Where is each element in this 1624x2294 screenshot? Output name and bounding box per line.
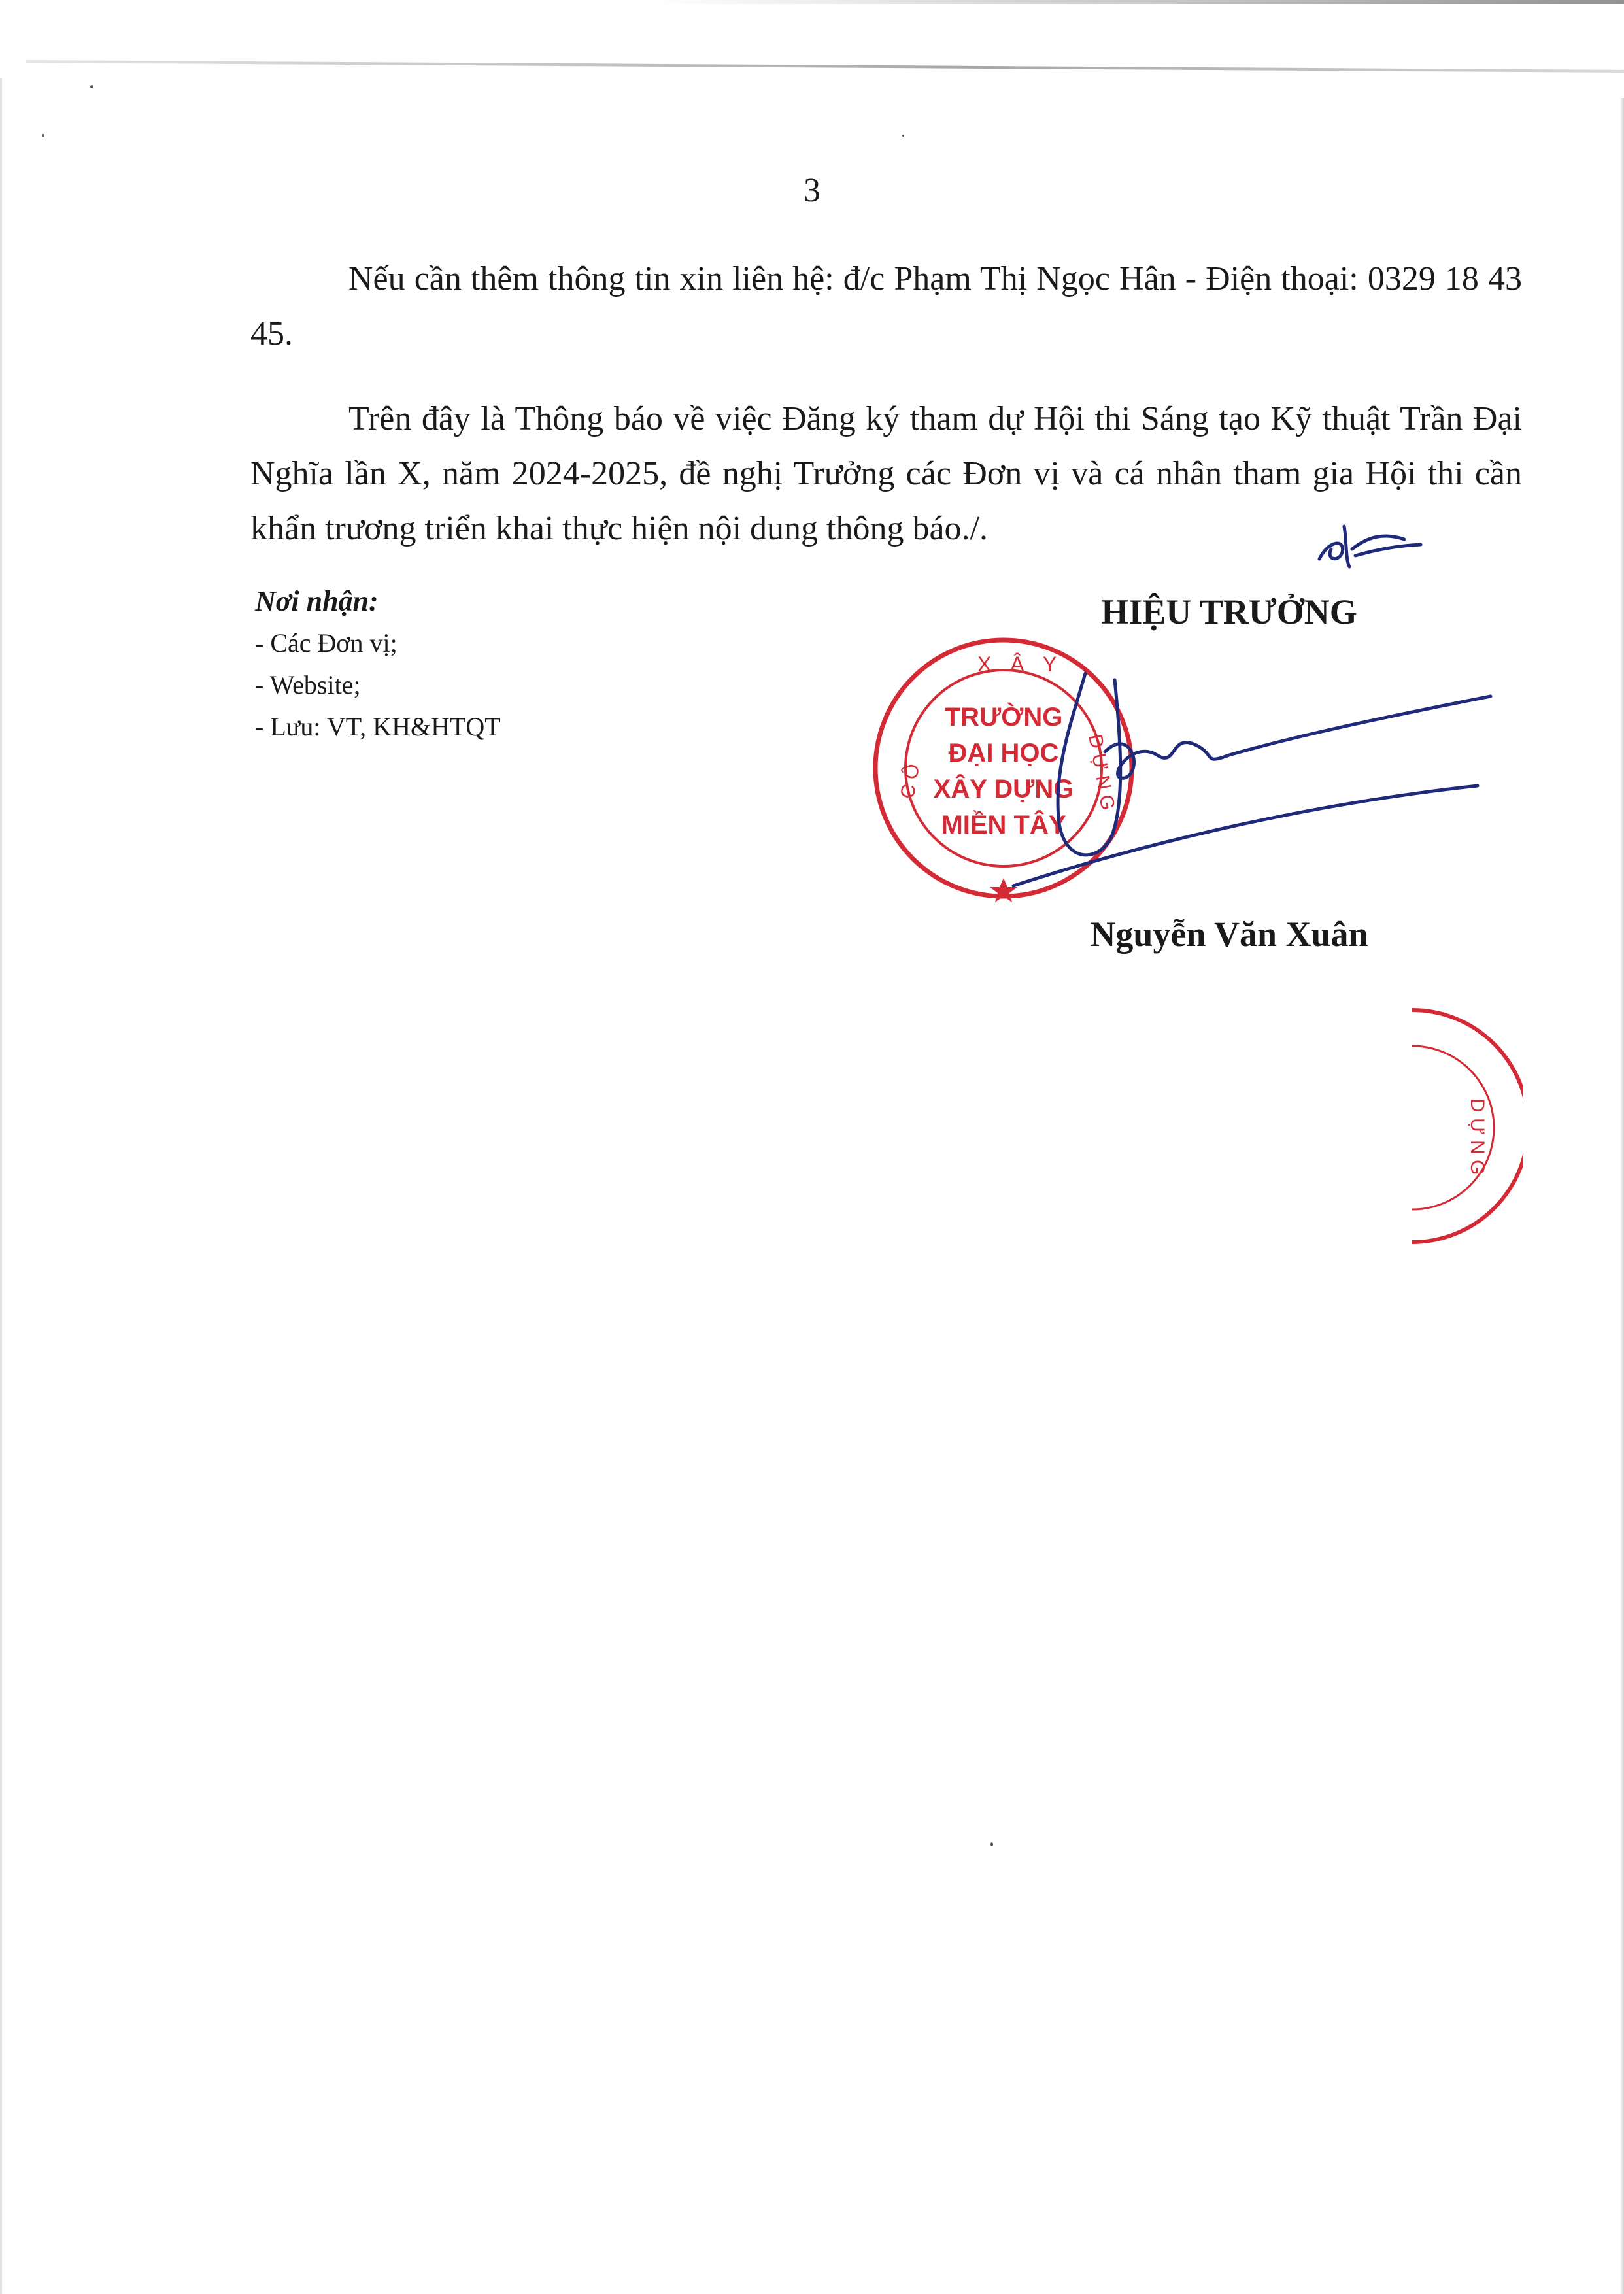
recipient-item: - Lưu: VT, KH&HTQT [255,712,501,741]
signer-title: HIỆU TRƯỞNG [1101,592,1357,632]
recipient-item: - Các Đơn vị; [255,628,398,658]
recipient-item: - Website; [255,670,361,700]
page-number: 3 [804,172,820,209]
svg-text:D Ự N G: D Ự N G [1084,732,1119,812]
svg-text:ĐẠI HỌC: ĐẠI HỌC [948,739,1059,767]
scan-paper-fold [26,60,1624,73]
scan-speck [902,135,904,137]
recipients-block [255,581,501,748]
svg-text:X Â Y: X Â Y [977,652,1064,676]
scan-edge-right [1620,98,1624,2294]
signer-name: Nguyễn Văn Xuân [1090,915,1368,954]
contact-paragraph: Nếu cần thêm thông tin xin liên hệ: đ/c Phạm Thị Ngọc Hân - Điện thoại: 0329 18 43 45. [250,260,1522,352]
handwritten-initial [1306,513,1424,572]
svg-text:TRƯỜNG: TRƯỜNG [944,703,1063,732]
recipients-title: Nơi nhận: [255,585,379,617]
svg-text:D Ự N G: D Ự N G [1466,1098,1488,1175]
recipients-list [255,622,501,748]
handwritten-signature [981,641,1504,915]
partial-seal-stamp [1406,1007,1523,1249]
scan-speck [990,1842,993,1846]
svg-text:XÂY DỰNG: XÂY DỰNG [933,775,1074,803]
closing-paragraph: Trên đây là Thông báo về việc Đăng ký tham dự Hội thi Sáng tạo Kỹ thuật Trần Đại Nghĩa lần X, năm 2024-2025, đề nghị Trưởng các Đơn vị và cá nhân tham gia Hội thi cần khẩn trương triển khai thực hiện nội dung thông báo./. [250,400,1522,547]
scan-edge-top [0,0,1624,4]
scan-edge-left [0,78,2,2294]
scan-speck [42,134,44,137]
scan-speck [90,85,93,88]
svg-text:C Ô: C Ô [896,762,924,801]
svg-text:MIỀN TÂY: MIỀN TÂY [941,811,1066,839]
